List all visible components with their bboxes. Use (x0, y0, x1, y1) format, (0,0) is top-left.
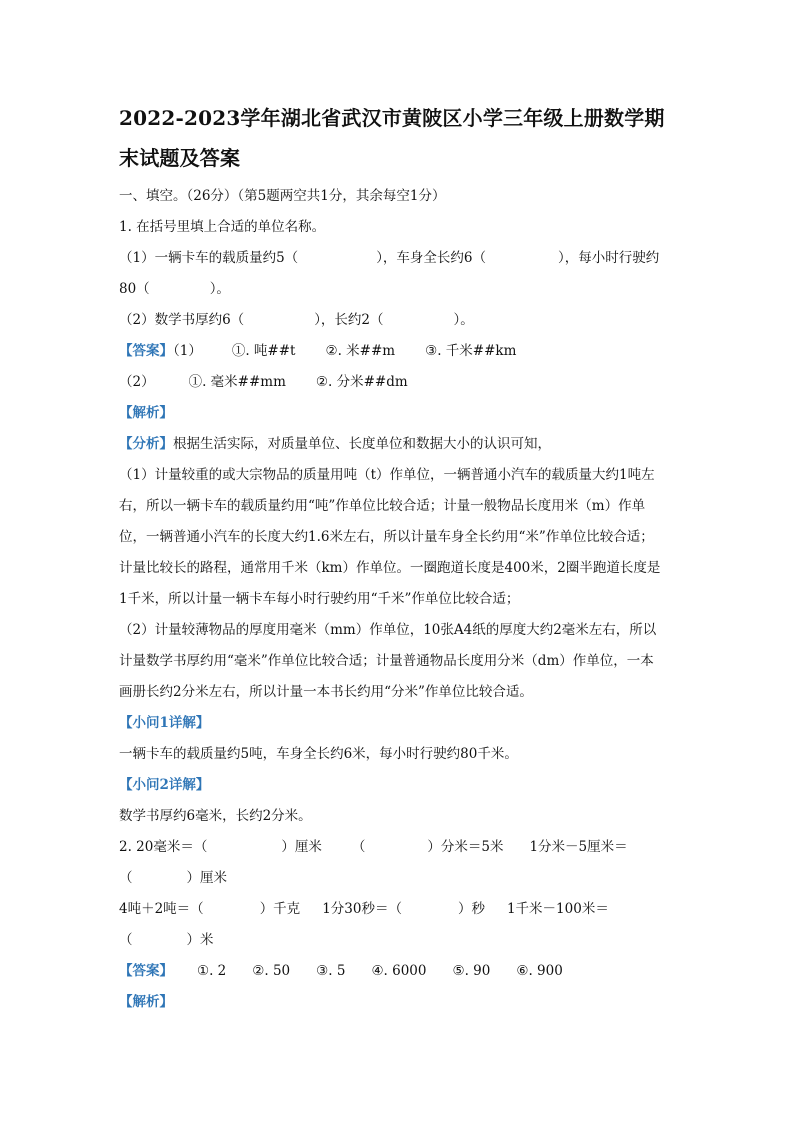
q1-p1-c: ），每小时行驶约 (558, 250, 660, 266)
q1-ans2-1: ①. 毫米##mm (188, 374, 286, 390)
q1-ans2-2: ②. 分米##dm (315, 374, 408, 390)
q2-l2-a: （ (119, 870, 133, 886)
q2-jiexi-tag: 【解析】 (119, 994, 173, 1010)
q1-part2-line (119, 310, 679, 330)
q1-p1-b: ），车身全长约6（ (376, 250, 487, 266)
q2-ans-1: ①. 2 (197, 963, 227, 979)
explanation-line: （1）计量较重的或大宗物品的质量用吨（t）作单位，一辆普通小汽车的载质量大约1吨左 (119, 467, 655, 483)
explanation-line: （2）计量较薄物品的厚度用毫米（mm）作单位，10张A4纸的厚度大约2毫米左右，所以 (119, 622, 657, 638)
doc-title-line1: 2022-2023学年湖北省武汉市黄陂区小学三年级上册数学期 (119, 106, 665, 130)
q2-l3-b: ）千克 (259, 901, 301, 917)
q2-line4 (119, 930, 679, 950)
explanation-line: 计量数学书厚约用“毫米”作单位比较合适；计量普通物品长度用分米（dm）作单位，一本 (119, 653, 654, 669)
q2-answer-line (119, 961, 679, 981)
answer-tag: 【答案】 (119, 963, 173, 979)
q1-ans1-1: ①. 吨##t (231, 343, 296, 359)
q1-fenxi-line (119, 434, 679, 454)
xiaowen2-text: 数学书厚约6毫米，长约2分米。 (119, 808, 312, 824)
q1-jiexi-tag: 【解析】 (119, 405, 173, 421)
q2-l3-e: 1千米－100米＝ (506, 901, 609, 917)
q2-l1-e: 1分米－5厘米＝ (529, 839, 628, 855)
q1-p2-a: （2）数学书厚约6（ (119, 312, 245, 328)
q2-l4-b: ）米 (186, 932, 214, 948)
explanation-line: 位，一辆普通小汽车的长度大约1.6米左右，所以计量车身全长约用“米”作单位比较合适； (119, 529, 654, 545)
q2-ans-2: ②. 50 (252, 963, 291, 979)
q2-l3-a: 4吨＋2吨＝（ (119, 901, 204, 917)
q2-l2-b: ）厘米 (186, 870, 227, 886)
explanation-line: 计量比较长的路程，通常用千米（km）作单位。一圈跑道长度是400米，2圈半跑道长度是 (119, 560, 661, 576)
q1-p1-e: ）。 (209, 281, 230, 297)
q2-l3-c: 1分30秒＝（ (322, 901, 402, 917)
explanation-line: 1千米，所以计量一辆卡车每小时行驶约用“千米”作单位比较合适； (119, 591, 520, 607)
fenxi-text: 根据生活实际，对质量单位、长度单位和数据大小的认识可知， (173, 436, 551, 452)
q1-part1-line2 (119, 279, 679, 299)
q2-l1-b: ）厘米 (281, 839, 322, 855)
q1-p1-a: （1）一辆卡车的载质量约5（ (119, 250, 299, 266)
xiaowen2-tag: 【小问2详解】 (119, 777, 210, 793)
q1-part1-line (119, 248, 679, 268)
q1-answer-line1 (119, 341, 679, 361)
q2-l3-d: ）秒 (457, 901, 485, 917)
q2-ans-4: ④. 6000 (371, 963, 427, 979)
q2-l4-a: （ (119, 932, 133, 948)
q1-p2-c: ）。 (453, 312, 474, 328)
section-heading: 一、填空。（26分）（第5题两空共1分，其余每空1分） (119, 188, 446, 204)
explanation-line: 画册长约2分米左右，所以计量一本书长约用“分米”作单位比较合适。 (119, 684, 533, 700)
doc-title-line2: 末试题及答案 (119, 146, 241, 170)
q2-line2 (119, 868, 679, 888)
q1-ans1-2: ②. 米##m (325, 343, 396, 359)
q1-ans2-label: （2） (119, 374, 155, 390)
q2-line1 (119, 837, 679, 857)
q1-p1-d: 80（ (119, 281, 150, 297)
answer-tag: 【答案】 (119, 343, 173, 359)
xiaowen1-text: 一辆卡车的载质量约5吨，车身全长约6米，每小时行驶约80千米。 (119, 746, 518, 762)
q1-ans1-label: （1） (173, 343, 202, 359)
q2-line3 (119, 899, 679, 919)
q1-answer-line2 (119, 372, 679, 392)
q2-ans-3: ③. 5 (316, 963, 346, 979)
q2-l1-a: 2. 20毫米＝（ (119, 839, 208, 855)
q2-l1-d: ）分米＝5米 (427, 839, 504, 855)
q2-ans-5: ⑤. 90 (452, 963, 491, 979)
q1-ans1-3: ③. 千米##km (425, 343, 517, 359)
xiaowen1-tag: 【小问1详解】 (119, 715, 210, 731)
fenxi-tag: 【分析】 (119, 436, 173, 452)
q2-ans-6: ⑥. 900 (516, 963, 563, 979)
q1-p2-b: ），长约2（ (314, 312, 384, 328)
q2-l1-c: （ (351, 839, 366, 855)
explanation-line: 右，所以一辆卡车的载质量约用“吨”作单位比较合适；计量一般物品长度用米（m）作单 (119, 498, 646, 514)
q1-stem: 1. 在括号里填上合适的单位名称。 (119, 219, 326, 235)
